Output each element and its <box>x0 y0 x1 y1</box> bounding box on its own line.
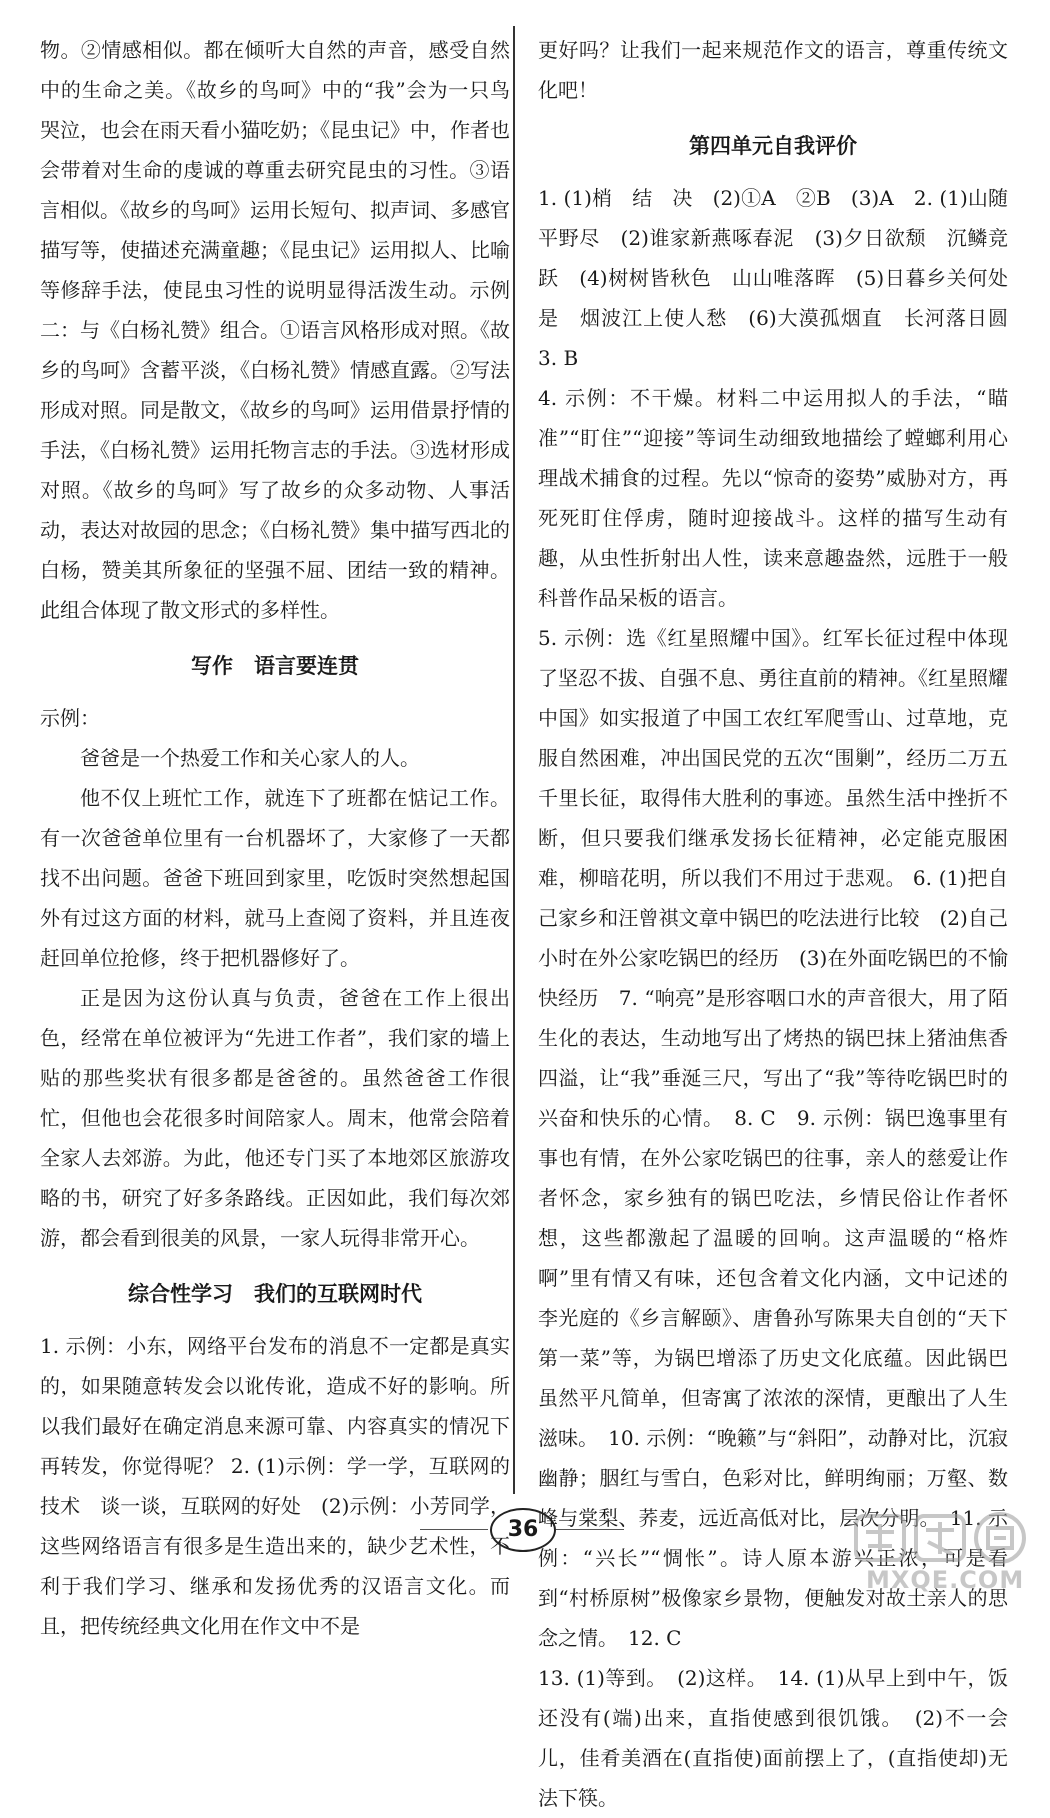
left-column <box>40 30 510 1646</box>
example-label: 示例： <box>40 706 100 730</box>
watermark <box>848 1510 1038 1596</box>
essay-paragraph-3: 正是因为这份认真与负责，爸爸在工作上很出色，经常在单位被评为“先进工作者”，我们家的墙上贴的那些奖状有很多都是爸爸的。虽然爸爸工作很忙，但他也会花很多时间陪家人。周末，他常会陪着全家人去郊游。为此，他还专门买了本地郊区旅游攻略的书，研究了好多条路线。正因如此，我们每次郊游，都会看到很美的风景，一家人玩得非常开心。 <box>40 986 510 1250</box>
heading-integrated-learning: 综合性学习 我们的互联网时代 <box>128 1282 422 1306</box>
answers-1-3: 1. (1)梢 结 决 (2)①A ②B (3)A 2. (1)山随平野尽 (2)谁家新燕啄春泥 (3)夕日欲颓 沉鳞竞跃 (4)树树皆秋色 山山唯落晖 (5)日暮乡关何处是 烟波江上使人愁 (6)大漠孤烟直 长河落日圆 3. B <box>538 186 1028 370</box>
answers-4: 4. 示例：不干燥。材料二中运用拟人的手法，“瞄准”“盯住”“迎接”等词生动细致地描绘了螳螂利用心理战术捕食的过程。先以“惊奇的姿势”威胁对方，再死死盯住俘虏，随时迎接战斗。这样的描写生动有趣，从虫性折射出人性，读来意趣盎然，远胜于一般科普作品呆板的语言。 <box>538 386 1008 610</box>
watermark-url: MXQE.COM <box>866 1566 1025 1594</box>
watermark-logo-icon <box>854 1510 1032 1566</box>
paragraph-continued-right: 更好吗？让我们一起来规范作文的语言，尊重传统文化吧！ <box>538 38 1008 102</box>
answers-13-14: 13. (1)等到。 (2)这样。 14. (1)从早上到中午，饭还没有(端)出来，直指使感到很饥饿。 (2)不一会儿，佳肴美酒在(直指使)面前摆上了，(直指使却)无法下筷。 <box>538 1666 1008 1810</box>
integrated-answers: 1. 示例：小东，网络平台发布的消息不一定都是真实的，如果随意转发会以讹传讹，造成不好的影响。所以我们最好在确定消息来源可靠、内容真实的情况下再转发，你觉得呢？ 2. (1)示例：学一学，互联网的技术 谈一谈，互联网的好处 (2)示例：小芳同学，这些网络语言有很多是生造出来的，缺少艺术性，不利于我们学习、继承和发扬优秀的汉语言文化。而且，把传统经典文化用在作文中不是 <box>40 1334 510 1638</box>
page-number: 36 <box>490 1508 556 1552</box>
paragraph-continued: 物。②情感相似。都在倾听大自然的声音，感受自然中的生命之美。《故乡的鸟呵》中的“我”会为一只鸟哭泣，也会在雨天看小猫吃奶；《昆虫记》中，作者也会带着对生命的虔诚的尊重去研究昆虫的习性。③语言相似。《故乡的鸟呵》运用长短句、拟声词、多感官描写等，使描述充满童趣；《昆虫记》运用拟人、比喻等修辞手法，使昆虫习性的说明显得活泼生动。示例二：与《白杨礼赞》组合。①语言风格形成对照。《故乡的鸟呵》含蓄平淡，《白杨礼赞》情感直露。②写法形成对照。同是散文，《故乡的鸟呵》运用借景抒情的手法，《白杨礼赞》运用托物言志的手法。③选材形成对照。《故乡的鸟呵》写了故乡的众多动物、人事活动，表达对故园的思念；《白杨礼赞》集中描写西北的白杨，赞美其所象征的坚强不屈、团结一致的精神。此组合体现了散文形式的多样性。 <box>40 38 510 622</box>
page-number-rule-left <box>420 1529 488 1530</box>
page-number-rule-right <box>556 1529 624 1530</box>
heading-unit-evaluation: 第四单元自我评价 <box>689 134 857 158</box>
answers-5-12: 5. 示例：选《红星照耀中国》。红军长征过程中体现了坚忍不拔、自强不息、勇往直前的精神。《红星照耀中国》如实报道了中国工农红军爬雪山、过草地，克服自然困难，冲出国民党的五次“围剿”，经历二万五千里长征，取得伟大胜利的事迹。虽然生活中挫折不断，但只要我们继承发扬长征精神，必定能克服困难，柳暗花明，所以我们不用过于悲观。 6. (1)把自己家乡和汪曾祺文章中锅巴的吃法进行比较 (2)自己小时在外公家吃锅巴的经历 (3)在外面吃锅巴的不愉快经历 7. “响亮”是形容咽口水的声音很大，用了陌生化的表达，生动地写出了烤热的锅巴抹上猪油焦香四溢，让“我”垂涎三尺，写出了“我”等待吃锅巴时的兴奋和快乐的心情。 8. C 9. 示例：锅巴逸事里有事也有情，在外公家吃锅巴的往事，亲人的慈爱让作者怀念，家乡独有的锅巴吃法，乡情民俗让作者怀想，这些都激起了温暖的回响。这声温暖的“格炸啊”里有情又有味，还包含着文化内涵，文中记述的李光庭的《乡言解颐》、唐鲁孙写陈果夫自创的“天下第一菜”等，为锅巴增添了历史文化底蕴。因此锅巴虽然平凡简单，但寄寓了浓浓的深情，更酿出了人生滋味。 10. 示例：“晚籁”与“斜阳”，动静对比，沉寂幽静；胭红与雪白，色彩对比，鲜明绚丽；万壑、数峰与棠梨、荞麦，远近高低对比，层次分明。 11. 示例：“兴长”“惆怅”。诗人原本游兴正浓，可是看到“村桥原树”极像家乡景物，便触发对故土亲人的思念之情。 12. C <box>538 626 1008 1650</box>
essay-paragraph-1: 爸爸是一个热爱工作和关心家人的人。 <box>80 746 420 770</box>
column-divider <box>513 26 515 1494</box>
heading-writing: 写作 语言要连贯 <box>191 654 359 678</box>
essay-paragraph-2: 他不仅上班忙工作，就连下了班都在惦记工作。有一次爸爸单位里有一台机器坏了，大家修了一天都找不出问题。爸爸下班回到家里，吃饭时突然想起国外有过这方面的材料，就马上查阅了资料，并且连夜赶回单位抢修，终于把机器修好了。 <box>40 786 510 970</box>
